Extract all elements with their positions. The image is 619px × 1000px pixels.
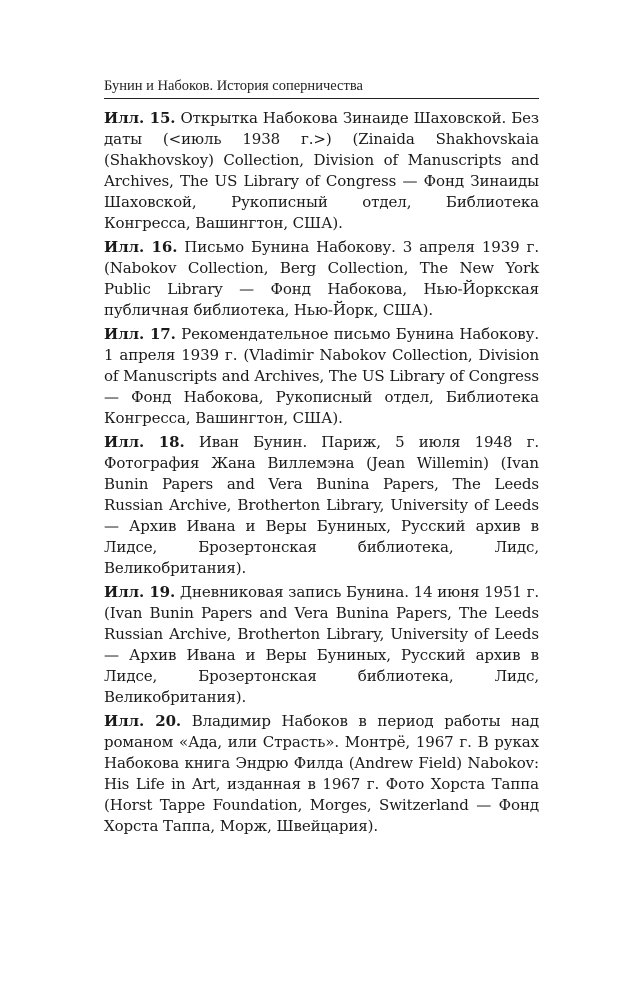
illustration-entry-15	[104, 108, 539, 234]
entry-label: Илл. 16.	[104, 238, 178, 256]
entry-text: Дневниковая запись Бунина. 14 июня 1951 г. (Ivan Bunin Papers and Vera Bunina Papers, The Leeds Russian Archive, Brotherton Library, University of Leeds — Архив Ивана и Веры Буниных, Русский архив в Лидсе, Брозертонская библиотека, Лидс, Великобритания).	[104, 583, 539, 706]
entry-label: Илл. 20.	[104, 712, 182, 730]
running-head: Бунин и Набоков. История соперничества	[104, 78, 363, 94]
entry-label: Илл. 17.	[104, 325, 176, 343]
illustration-entry-19	[104, 582, 539, 708]
illustration-entry-17	[104, 324, 539, 429]
header-rule	[104, 98, 539, 99]
illustration-list	[104, 108, 539, 840]
entry-text: Иван Бунин. Париж, 5 июля 1948 г. Фотография Жана Виллемэна (Jean Willemin) (Ivan Bunin Papers and Vera Bunina Papers, The Leeds Russian Archive, Brotherton Library, University of Leeds — Архив Ивана и Веры Буниных, Русский архив в Лидсе, Брозертонская библиотека, Лидс, Великобритания).	[104, 433, 540, 577]
illustration-entry-20	[104, 711, 539, 837]
entry-text: Владимир Набоков в период работы над романом «Ада, или Страсть». Монтрё, 1967 г. В руках Набокова книга Эндрю Филда (Andrew Field) Nabokov: His Life in Art, изданная в 1967 г. Фото Хорста Таппа (Horst Tappe Foundation, Morges, Switzerland — Фонд Хорста Таппа, Морж, Швейцария).	[104, 712, 539, 835]
entry-text: Открытка Набокова Зинаиде Шаховской. Без даты (<июль 1938 г.>) (Zinaida Shakhovskaia (Shakhovskoy) Collection, Division of Manuscripts and Archives, The US Library of Congress — Фонд Зинаиды Шаховской, Рукописный отдел, Библиотека Конгресса, Вашингтон, США).	[104, 109, 539, 232]
illustration-entry-16	[104, 237, 539, 321]
entry-text: Рекомендательное письмо Бунина Набокову. 1 апреля 1939 г. (Vladimir Nabokov Collection, Division of Manuscripts and Archives, The US Library of Congress — Фонд Набокова, Рукописный отдел, Библиотека Конгресса, Вашингтон, США).	[104, 325, 539, 427]
entry-text: Письмо Бунина Набокову. 3 апреля 1939 г. (Nabokov Collection, Berg Collection, The New York Public Library — Фонд Набокова, Нью-Йоркская публичная библиотека, Нью-Йорк, США).	[104, 238, 539, 319]
entry-label: Илл. 19.	[104, 583, 176, 601]
illustration-entry-18	[104, 432, 539, 579]
entry-label: Илл. 18.	[104, 433, 185, 451]
entry-label: Илл. 15.	[104, 109, 176, 127]
